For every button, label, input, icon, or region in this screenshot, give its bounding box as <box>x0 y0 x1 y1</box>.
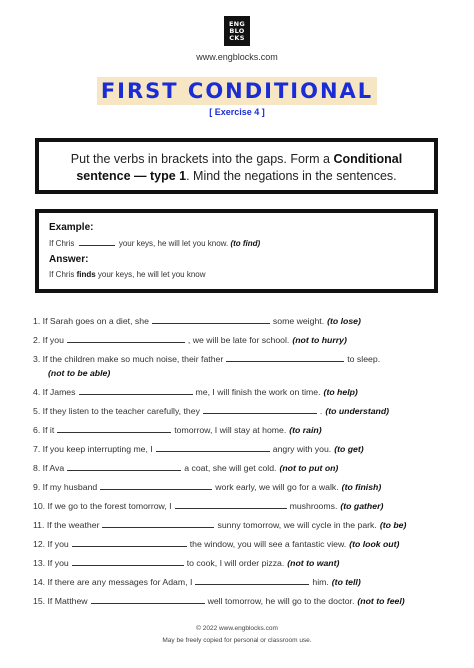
instructions-text-2: . Mind the negations in the sentences. <box>186 169 397 183</box>
exercise-item-9 <box>33 481 445 500</box>
exercise-subtitle: [ Exercise 4 ] <box>209 107 265 117</box>
item-hint: (to tell) <box>331 577 361 587</box>
item-hint: (not to feel) <box>357 596 405 606</box>
answer-gap[interactable] <box>72 538 187 547</box>
exercise-item-8 <box>33 462 445 481</box>
item-text-after: a coat, she will get cold. <box>184 463 277 473</box>
exercise-item-1 <box>33 315 445 334</box>
item-text-after: to sleep. <box>347 354 381 364</box>
answer-gap[interactable] <box>79 386 193 395</box>
exercise-item-11 <box>33 519 445 538</box>
item-text-before: 15. If Matthew <box>33 596 88 606</box>
example-before: If Chris <box>49 239 75 248</box>
item-hint: (not to put on) <box>279 463 339 473</box>
item-hint: (to finish) <box>341 482 382 492</box>
item-text-before: 6. If it <box>33 425 55 435</box>
item-text-before: 13. If you <box>33 558 69 568</box>
item-hint: (not to want) <box>287 558 340 568</box>
example-box <box>35 209 438 293</box>
item-text-before: 11. If the weather <box>33 520 100 530</box>
answer-gap[interactable] <box>100 481 212 490</box>
answer-gap[interactable] <box>102 519 214 528</box>
example-label: Example: <box>49 222 94 233</box>
item-text-before: 8. If Ava <box>33 463 65 473</box>
answer-gap[interactable] <box>203 405 317 414</box>
item-text-after: . <box>319 406 323 416</box>
exercise-item-3 <box>33 353 445 367</box>
instructions-text-1: Put the verbs in brackets into the gaps. Form a <box>70 152 334 166</box>
item-hint: (to rain) <box>289 425 322 435</box>
answer-gap[interactable] <box>67 462 181 471</box>
item-text-before: 12. If you <box>33 539 69 549</box>
logo-line-3: CKS <box>229 33 245 42</box>
item-text-after: him. <box>312 577 329 587</box>
answer-label: Answer: <box>49 254 89 265</box>
footer-copyright: © 2022 www.engblocks.com <box>196 625 278 632</box>
answer-gap[interactable] <box>156 443 270 452</box>
answer-gap[interactable] <box>67 334 185 343</box>
item-text-after: me, I will finish the work on time. <box>195 387 321 397</box>
site-url[interactable]: www.engblocks.com <box>196 52 278 62</box>
item-text-before: 3. If the children make so much noise, their father <box>33 354 224 364</box>
answer-gap[interactable] <box>152 315 270 324</box>
title-wrap <box>0 77 474 105</box>
exercise-item-12 <box>33 538 445 557</box>
item-text-before: 10. If we go to the forest tomorrow, I <box>33 501 172 511</box>
answer-bold: finds <box>76 270 96 279</box>
logo-line-1: ENG <box>228 19 246 28</box>
item-hint: (to lose) <box>327 316 361 326</box>
exercise-item-4 <box>33 386 445 405</box>
item-text-after: tomorrow, I will stay at home. <box>174 425 287 435</box>
answer-before: If Chris <box>49 270 77 279</box>
item-text-before: 5. If they listen to the teacher carefully, they <box>33 406 200 416</box>
exercise-item-5 <box>33 405 445 424</box>
exercise-item-14 <box>33 576 445 595</box>
instructions-bold: Conditional sentence — type 1 <box>76 152 403 183</box>
exercise-item-10 <box>33 500 445 519</box>
item-text-after: to cook, I will order pizza. <box>186 558 285 568</box>
item-text-after: the window, you will see a fantastic view. <box>189 539 347 549</box>
exercise-item-13 <box>33 557 445 576</box>
item-text-before: 14. If there are any messages for Adam, I <box>33 577 193 587</box>
exercise-item-3-hint-line <box>33 367 445 386</box>
page-title: FIRST CONDITIONAL <box>97 77 377 105</box>
item-text-before: 4. If James <box>33 387 76 397</box>
item-text-after: angry with you. <box>272 444 332 454</box>
example-hint: (to find) <box>230 239 261 248</box>
item-text-after: mushrooms. <box>289 501 338 511</box>
example-sentence <box>49 238 424 248</box>
example-after: your keys, he will let you know. <box>118 239 229 248</box>
answer-gap[interactable] <box>72 557 184 566</box>
item-hint: (to look out) <box>349 539 400 549</box>
logo-line-2: BLO <box>229 26 245 35</box>
item-text-before: 2. If you <box>33 335 64 345</box>
item-hint: (not to be able) <box>48 368 111 378</box>
exercise-item-7 <box>33 443 445 462</box>
answer-gap[interactable] <box>195 576 309 585</box>
answer-after: your keys, he will let you know <box>95 270 206 279</box>
answer-gap[interactable] <box>91 595 205 604</box>
item-text-before: 1. If Sarah goes on a diet, she <box>33 316 149 326</box>
item-hint: (to gather) <box>340 501 384 511</box>
answer-gap[interactable] <box>175 500 287 509</box>
item-text-before: 9. If my husband <box>33 482 98 492</box>
answer-gap[interactable] <box>226 353 344 362</box>
item-text-after: work early, we will go for a walk. <box>215 482 339 492</box>
item-text-before: 7. If you keep interrupting me, I <box>33 444 153 454</box>
instructions-box <box>35 138 438 194</box>
item-hint: (to get) <box>334 444 364 454</box>
footer-note: May be freely copied for personal or classroom use. <box>162 637 312 644</box>
item-hint: (to help) <box>323 387 358 397</box>
item-text-after: some weight. <box>272 316 325 326</box>
item-text-after: , we will be late for school. <box>187 335 290 345</box>
exercise-item-2 <box>33 334 445 353</box>
answer-gap[interactable] <box>57 424 171 433</box>
item-text-after: well tomorrow, he will go to the doctor. <box>207 596 355 606</box>
answer-sentence <box>49 270 424 279</box>
item-hint: (not to hurry) <box>292 335 347 345</box>
example-gap <box>79 238 115 246</box>
item-hint: (to be) <box>379 520 407 530</box>
exercise-list <box>33 315 445 614</box>
item-text-after: sunny tomorrow, we will cycle in the park. <box>217 520 377 530</box>
engblocks-logo <box>224 16 250 46</box>
exercise-item-15 <box>33 595 445 614</box>
exercise-item-6 <box>33 424 445 443</box>
item-hint: (to understand) <box>325 406 390 416</box>
